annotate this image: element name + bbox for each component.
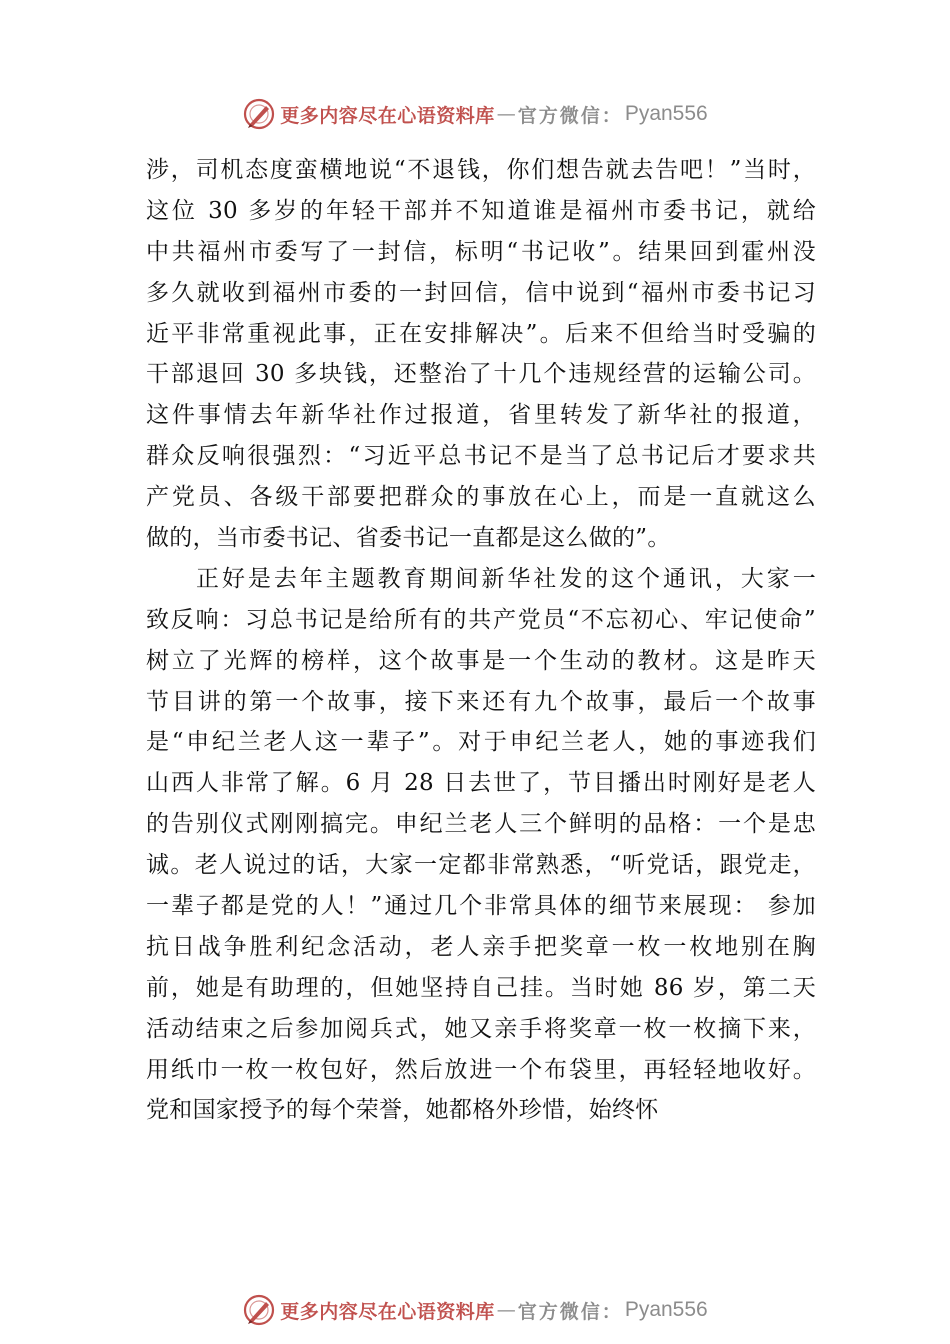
banner-dash: — xyxy=(496,103,516,125)
text-line: 前，她是有助理的，但她坚持自己挂。当时她 86 岁，第二天 xyxy=(146,974,816,1001)
text-line: 产党员、各级干部要把群众的事放在心上，而是一直就这么 xyxy=(146,484,816,511)
text-line: 诚。老人说过的话，大家一定都非常熟悉，“听党话，跟党走， xyxy=(146,852,816,879)
text-line: 干部退回 30 多块钱，还整治了十几个违规经营的运输公司。 xyxy=(146,361,816,388)
footer-banner xyxy=(0,1290,950,1330)
text-line: 党和国家授予的每个荣誉，她都格外珍惜，始终怀 xyxy=(146,1097,659,1124)
header-banner xyxy=(0,94,950,134)
text-line: 一辈子都是党的人！”通过几个非常具体的细节来展现： 参加 xyxy=(146,893,816,920)
text-line: 的告别仪式刚刚搞完。申纪兰老人三个鲜明的品格：一个是忠 xyxy=(146,811,816,838)
paragraph xyxy=(146,150,816,559)
pen-logo-icon xyxy=(242,97,276,131)
banner-wechat-id: Pyan556 xyxy=(624,1298,708,1321)
pen-logo-icon xyxy=(242,1293,276,1327)
text-line: 这件事情去年新华社作过报道，省里转发了新华社的报道， xyxy=(146,402,816,429)
banner-wechat-label: 官方微信： xyxy=(517,1300,623,1323)
text-line: 涉，司机态度蛮横地说“不退钱，你们想告就去告吧！”当时， xyxy=(146,157,816,183)
text-line: 近平非常重视此事，正在安排解决”。后来不但给当时受骗的 xyxy=(146,320,816,347)
text-line: 致反响：习总书记是给所有的共产党员“不忘初心、牢记使命” xyxy=(146,606,816,633)
banner-site-name: 更多内容尽在心语资料库 xyxy=(280,1300,495,1323)
text-line: 活动结束之后参加阅兵式，她又亲手将奖章一枚一枚摘下来， xyxy=(146,1015,816,1042)
text-line: 正好是去年主题教育期间新华社发的这个通讯，大家一 xyxy=(196,565,816,592)
text-line: 群众反响很强烈：“习近平总书记不是当了总书记后才要求共 xyxy=(146,443,816,470)
text-line: 做的，当市委书记、省委书记一直都是这么做的”。 xyxy=(146,525,671,552)
banner-dash: — xyxy=(496,1299,516,1321)
banner-wechat-label: 官方微信： xyxy=(517,104,623,127)
text-line: 山西人非常了解。6 月 28 日去世了，节目播出时刚好是老人 xyxy=(146,770,816,797)
banner-wechat-id: Pyan556 xyxy=(624,102,708,125)
document-body xyxy=(146,150,816,1131)
banner-site-name: 更多内容尽在心语资料库 xyxy=(280,104,495,127)
text-line: 节目讲的第一个故事，接下来还有九个故事，最后一个故事 xyxy=(146,688,816,715)
text-line: 多久就收到福州市委的一封回信，信中说到“福州市委书记习 xyxy=(146,279,816,306)
text-line: 是“申纪兰老人这一辈子”。对于申纪兰老人，她的事迹我们 xyxy=(146,729,816,756)
text-line: 树立了光辉的榜样，这个故事是一个生动的教材。这是昨天 xyxy=(146,647,816,674)
text-line: 抗日战争胜利纪念活动，老人亲手把奖章一枚一枚地别在胸 xyxy=(146,933,816,960)
text-line: 中共福州市委写了一封信，标明“书记收”。结果回到霍州没 xyxy=(146,238,816,265)
text-line: 这位 30 多岁的年轻干部并不知道谁是福州市委书记，就给 xyxy=(146,197,816,224)
paragraph xyxy=(146,559,816,1131)
text-line: 用纸巾一枚一枚包好，然后放进一个布袋里，再轻轻地收好。 xyxy=(146,1056,816,1083)
